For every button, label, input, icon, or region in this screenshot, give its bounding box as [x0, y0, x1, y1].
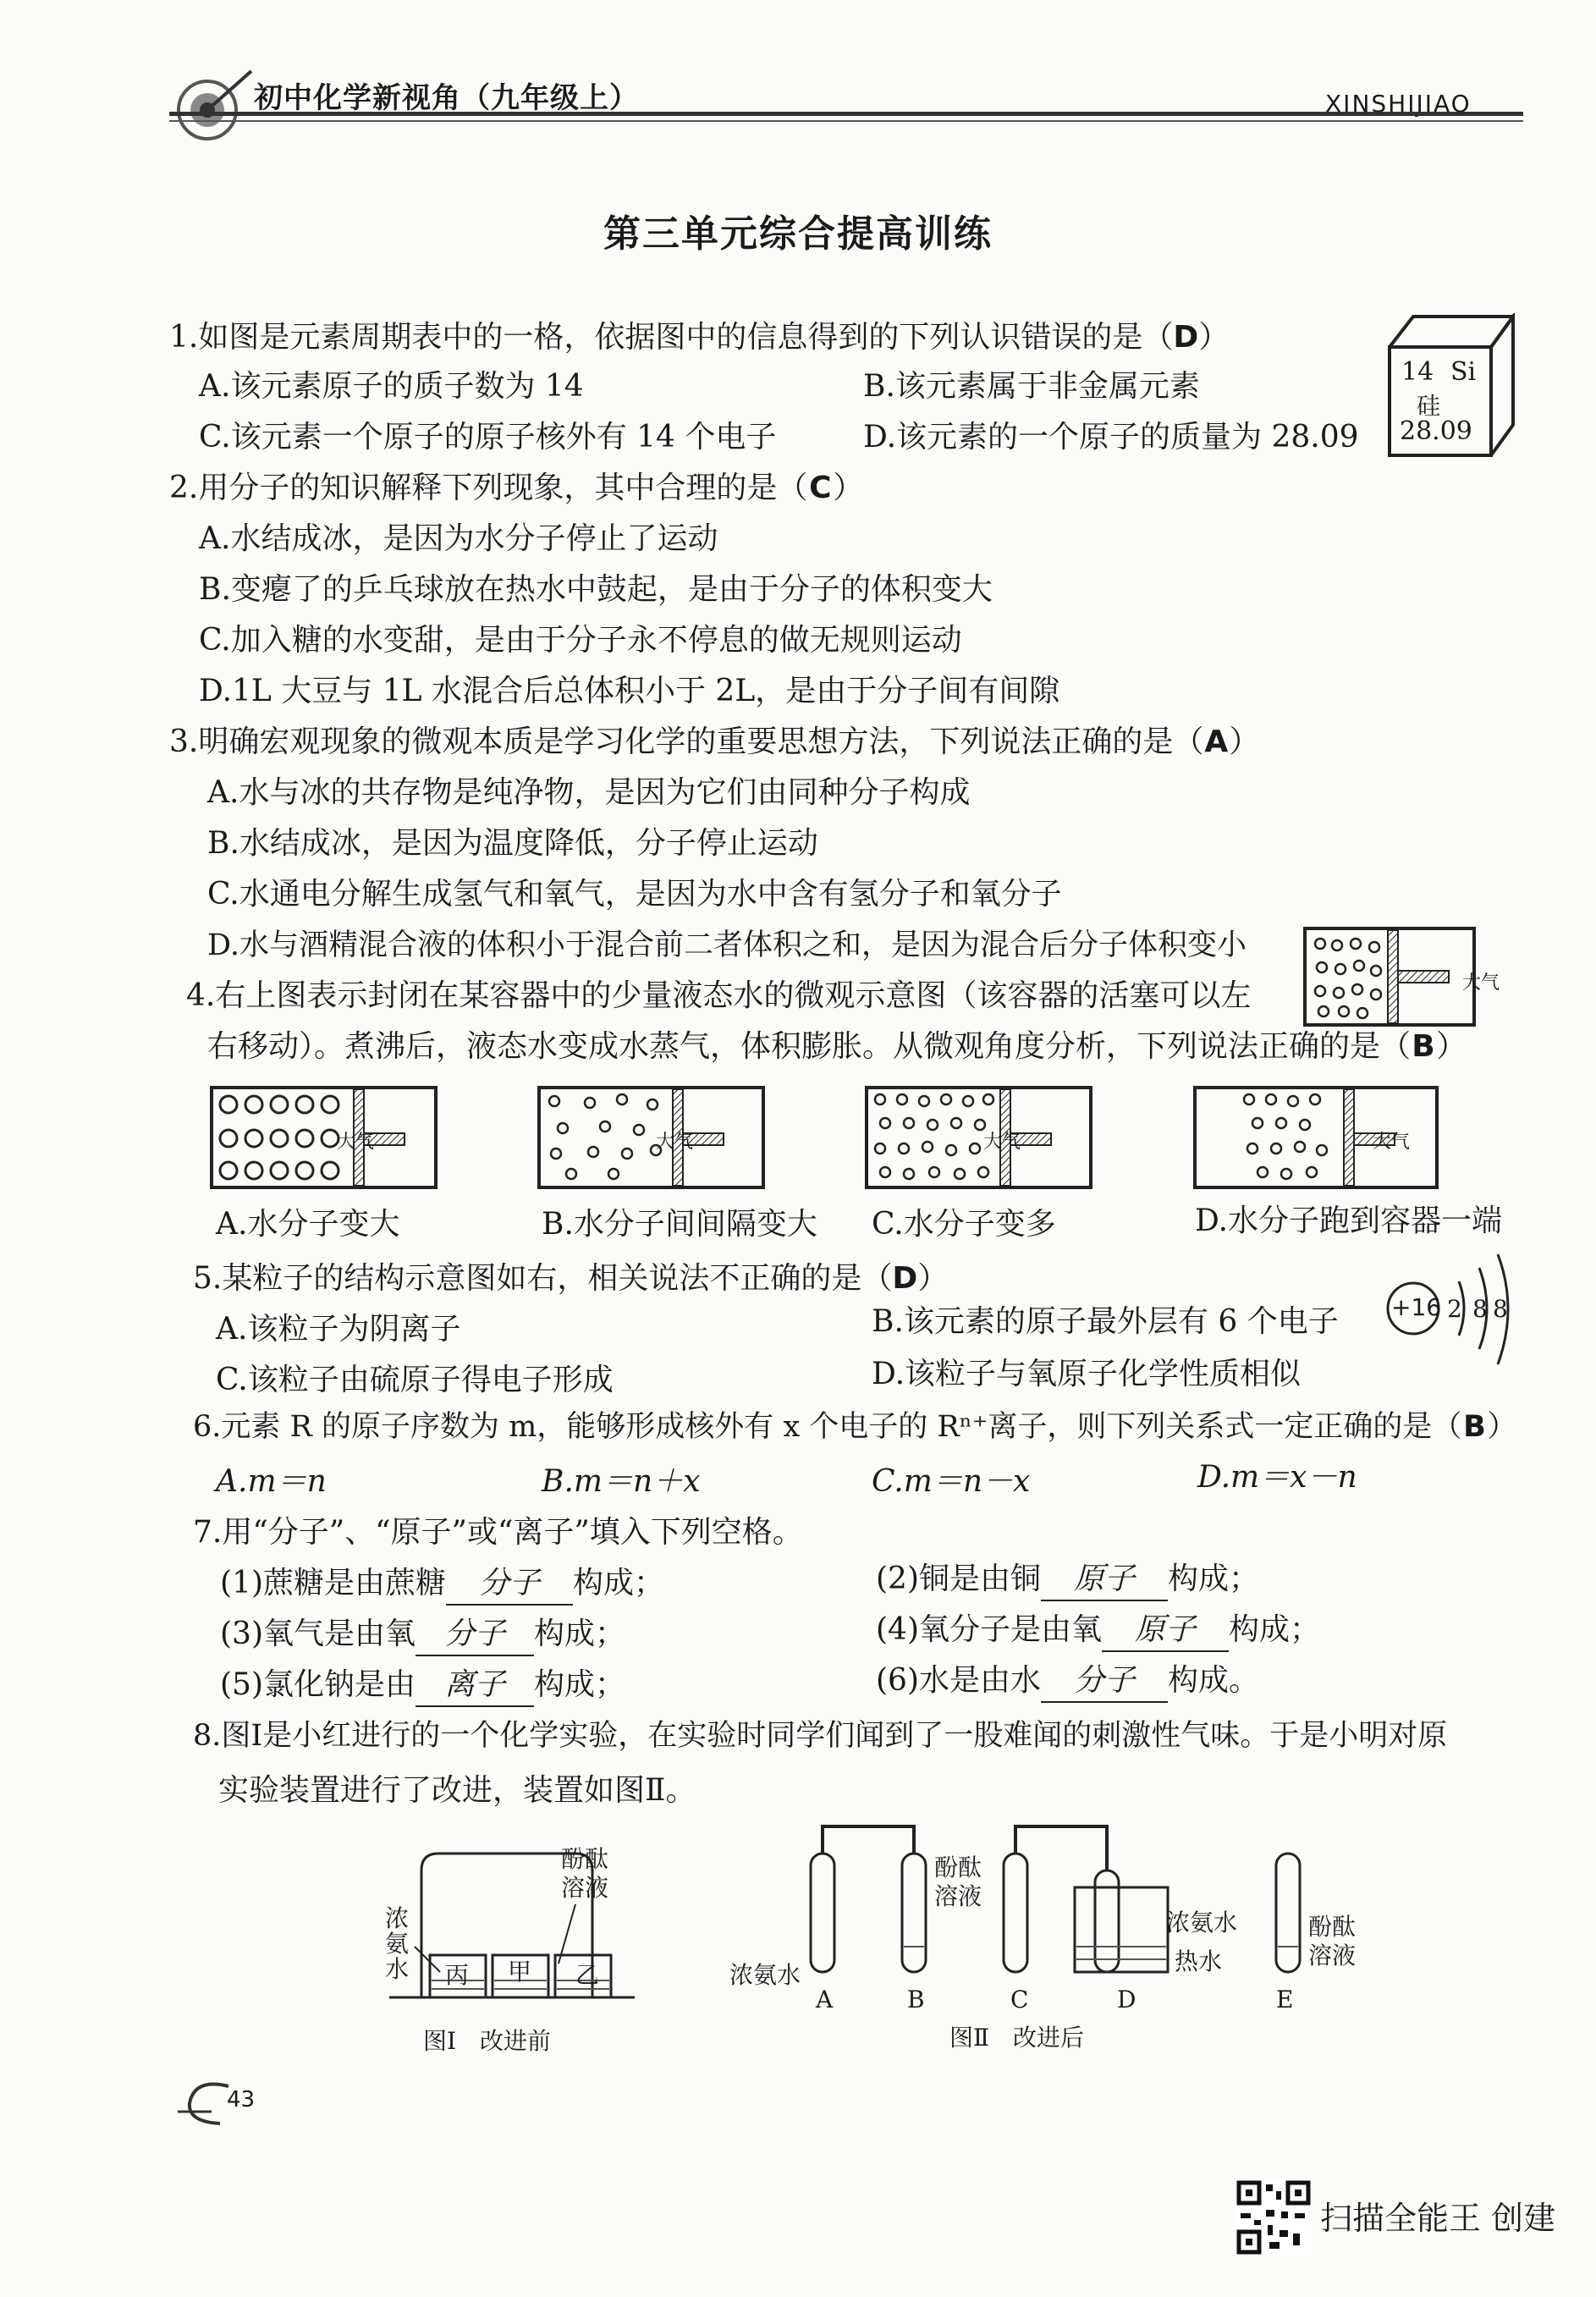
qr-code-icon	[1236, 2179, 1312, 2256]
q6-option-c: C.m＝n－x	[872, 1464, 1031, 1499]
q7-item-4: (4)氧分子是由氧 原子 构成；	[876, 1610, 1320, 1652]
q3-option-c: C.水通电分解生成氢气和氧气，是因为水中含有氢分子和氧分子	[207, 877, 1062, 912]
fig2-tube-d: D	[1117, 1986, 1136, 2013]
q1-option-b: B.该元素属于非金属元素	[863, 369, 1200, 404]
fig2-caption: 图Ⅱ 改进后	[949, 2024, 1085, 2052]
q4-option-a: A.水分子变大	[216, 1207, 400, 1242]
q5-shell-1: 2	[1447, 1295, 1462, 1323]
q4-diagram-c	[865, 1086, 1093, 1192]
q5-option-d: D.该粒子与氧原子化学性质相似	[872, 1357, 1302, 1391]
fig2-tube-e: E	[1276, 1986, 1294, 2013]
q2-stem: 2.用分子的知识解释下列现象，其中合理的是（C）	[169, 468, 863, 509]
scanner-watermark: 扫描全能王 创建	[1320, 2200, 1556, 2237]
q1-option-a: A.该元素原子的质子数为 14	[199, 369, 584, 404]
fig1-beaker-2: 甲	[508, 1958, 532, 1986]
q4-reference-atm-label: 大气	[1462, 972, 1500, 994]
q6-stem: 6.元素 R 的原子序数为 m，能够形成核外有 x 个电子的 Rⁿ⁺离子，则下列关系式一定正确的是（B）	[193, 1407, 1516, 1447]
fig2-label-d2: 热水	[1175, 1947, 1223, 1975]
fig2-tube-a: A	[816, 1986, 834, 2013]
q3-stem: 3.明确宏观现象的微观本质是学习化学的重要思想方法，下列说法正确的是（A）	[169, 722, 1259, 763]
fig2-label-d1: 浓氨水	[1166, 1909, 1238, 1936]
q7-blank-3[interactable]: 分子	[416, 1614, 534, 1656]
cell-mass: 28.09	[1400, 416, 1472, 446]
q7-item-1: (1)蔗糖是由蔗糖 分子 构成；	[220, 1563, 664, 1606]
q7-blank-6[interactable]: 分子	[1041, 1661, 1168, 1703]
q5-nucleus: +16	[1391, 1293, 1442, 1321]
fig2-tube-b: B	[907, 1986, 925, 2013]
header-logo-icon	[173, 66, 255, 147]
fig1-right-label: 酚酞 溶液	[561, 1845, 609, 1902]
header-rule-thin	[169, 120, 1523, 122]
q2-option-d: D.1L 大豆与 1L 水混合后总体积小于 2L，是由于分子间有间隙	[199, 674, 1060, 708]
q5-option-a: A.该粒子为阴离子	[216, 1312, 461, 1347]
q5-option-c: C.该粒子由硫原子得电子形成	[216, 1363, 614, 1397]
fig2-label-a: 浓氨水	[729, 1961, 801, 1989]
q4-atm-b: 大气	[656, 1132, 694, 1153]
fig2-label-b: 酚酞 溶液	[934, 1854, 982, 1910]
fig1-beaker-1: 丙	[445, 1961, 470, 1989]
cell-symbol: Si	[1450, 357, 1477, 387]
cell-number: 14	[1401, 357, 1434, 387]
q5-shell-2: 8	[1472, 1295, 1488, 1323]
q7-item-2: (2)铜是由铜 原子 构成；	[876, 1559, 1259, 1601]
q3-option-a: A.水与冰的共存物是纯净物，是因为它们由同种分子构成	[207, 775, 971, 810]
q3-answer: A	[1204, 724, 1229, 759]
q2-answer: C	[809, 471, 832, 505]
q4-line1: 4.右上图表示封闭在某容器中的少量液态水的微观示意图（该容器的活塞可以左	[186, 978, 1252, 1013]
q3-option-b: B.水结成冰，是因为温度降低，分子停止运动	[207, 826, 818, 861]
q7-item-3: (3)氧气是由氧 分子 构成；	[220, 1614, 625, 1656]
q5-option-b: B.该元素的原子最外层有 6 个电子	[872, 1304, 1339, 1339]
q4-diagram-a	[210, 1086, 438, 1192]
q6-answer: B	[1463, 1410, 1486, 1444]
q7-item-5: (5)氯化钠是由 离子 构成；	[220, 1665, 625, 1707]
brand-text: XINSHIJIAO	[1325, 90, 1472, 118]
q4-option-d: D.水分子跑到容器一端	[1195, 1204, 1503, 1238]
q7-blank-5[interactable]: 离子	[416, 1665, 534, 1707]
q4-line2: 右移动）。煮沸后，液态水变成水蒸气，体积膨胀。从微观角度分析，下列说法正确的是（B）	[207, 1027, 1467, 1067]
q6-option-a: A.m＝n	[216, 1464, 327, 1499]
q3-option-d: D.水与酒精混合液的体积小于混合前二者体积之和，是因为混合后分子体积变小	[207, 928, 1247, 962]
q1-option-d: D.该元素的一个原子的质量为 28.09	[863, 420, 1359, 454]
fig1-left-label: 浓 氨 水	[385, 1904, 410, 1983]
q5-answer: D	[892, 1261, 918, 1296]
q1-option-c: C.该元素一个原子的原子核外有 14 个电子	[199, 420, 777, 454]
q4-atm-a: 大气	[337, 1132, 375, 1153]
q6-option-b: B.m＝n＋x	[542, 1464, 701, 1499]
fig2-label-e: 酚酞 溶液	[1308, 1913, 1357, 1969]
fig1-beaker-3: 乙	[575, 1961, 600, 1989]
fig1-caption: 图Ⅰ 改进前	[423, 2027, 552, 2055]
q2-option-c: C.加入糖的水变甜，是由于分子永不停息的做无规则运动	[199, 623, 962, 658]
q7-blank-1[interactable]: 分子	[446, 1563, 573, 1606]
q6-option-d: D.m＝x－n	[1197, 1460, 1357, 1495]
q4-option-c: C.水分子变多	[872, 1207, 1056, 1242]
cell-name: 硅	[1417, 392, 1441, 420]
q1-stem: 1.如图是元素周期表中的一格，依据图中的信息得到的下列认识错误的是（D）	[169, 317, 1229, 358]
q5-stem: 5.某粒子的结构示意图如右，相关说法不正确的是（D）	[193, 1259, 948, 1299]
q1-answer: D	[1173, 320, 1199, 355]
header-rule	[169, 112, 1523, 116]
q4-option-b: B.水分子间间隔变大	[542, 1207, 817, 1242]
fig2-tube-c: C	[1010, 1986, 1029, 2013]
q8-line2: 实验装置进行了改进，装置如图Ⅱ。	[218, 1773, 696, 1808]
q2-option-a: A.水结成冰，是因为水分子停止了运动	[199, 521, 718, 556]
q8-line1: 8.图Ⅰ是小红进行的一个化学实验，在实验时同学们闻到了一股难闻的刺激性气味。于是小明对原	[193, 1719, 1448, 1753]
page-number: 43	[227, 2087, 256, 2112]
q7-blank-4[interactable]: 原子	[1102, 1610, 1229, 1652]
q7-item-6: (6)水是由水 分子 构成。	[876, 1661, 1259, 1703]
q7-stem: 7.用“分子”、“原子”或“离子”填入下列空格。	[193, 1515, 803, 1550]
q7-blank-2[interactable]: 原子	[1041, 1559, 1168, 1601]
q2-option-b: B.变瘪了的乒乓球放在热水中鼓起，是由于分子的体积变大	[199, 572, 993, 607]
page-title: 第三单元综合提高训练	[603, 212, 993, 256]
periodic-cell	[1388, 313, 1515, 457]
q4-atm-c: 大气	[983, 1132, 1021, 1153]
q4-answer: B	[1412, 1029, 1435, 1064]
q5-shell-3: 8	[1493, 1295, 1508, 1323]
q4-diagram-b	[537, 1086, 766, 1192]
q4-atm-d: 大气	[1373, 1132, 1411, 1153]
book-title: 初中化学新视角（九年级上）	[254, 81, 639, 115]
